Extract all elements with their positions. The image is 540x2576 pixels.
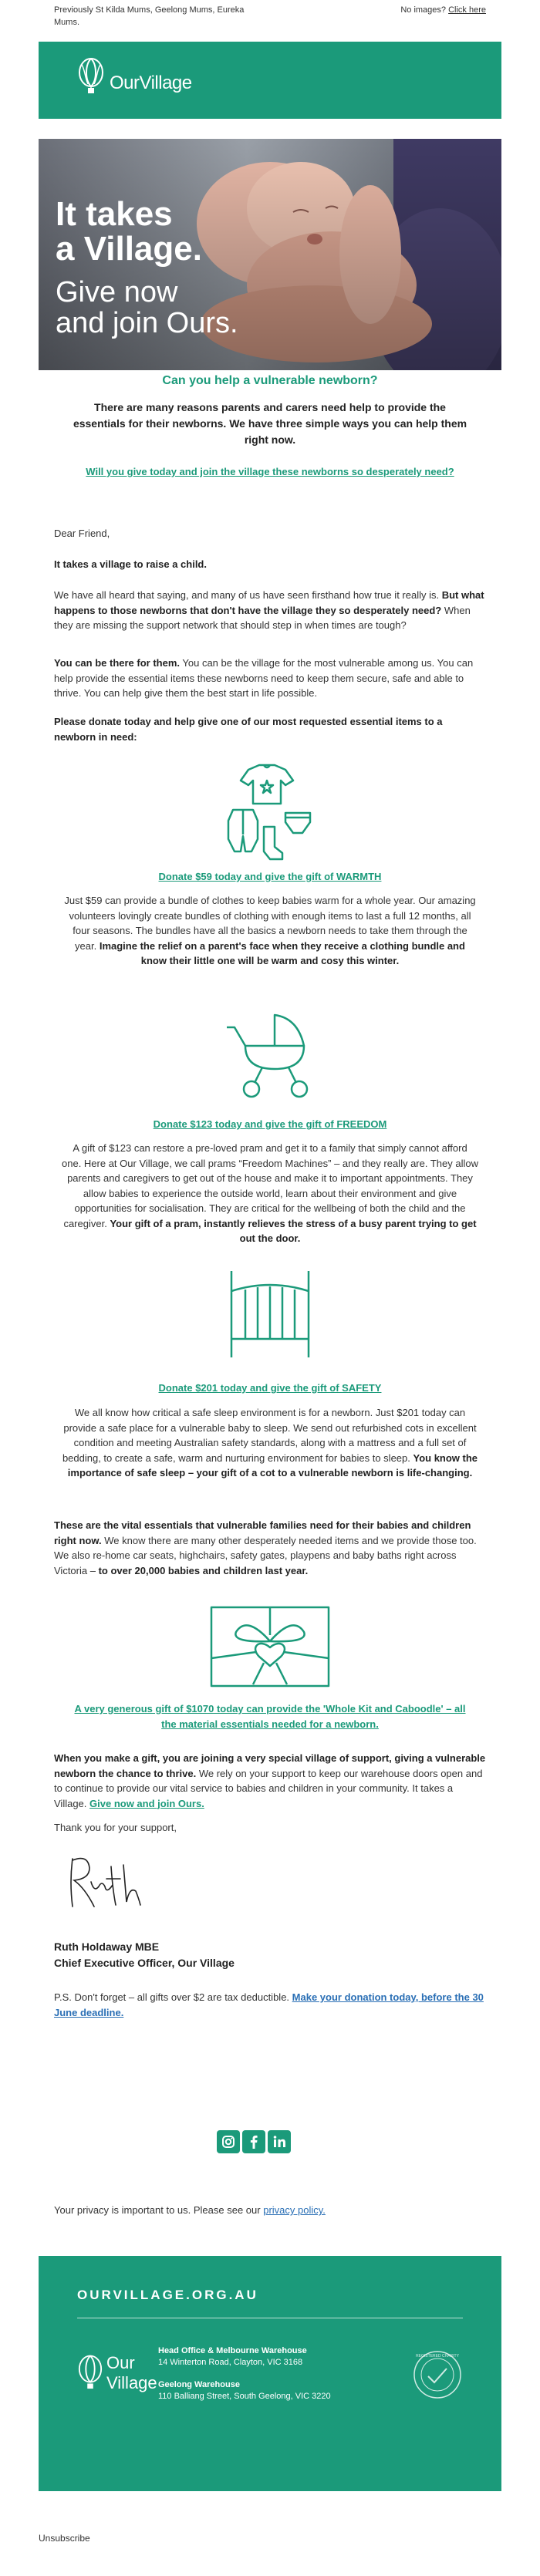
linkedin-icon[interactable] [268,2130,291,2153]
click-here-link[interactable]: Click here [448,5,486,15]
closing-paragraph [54,1751,486,1811]
hero-line-2: a Village. [56,230,202,268]
letter-p2b: But what happens to those newborns that don't have the village they so desperately need? [54,589,484,616]
intro-text: There are many reasons parents and carers need help to provide the essentials for their newborns. We have three simple ways you can help them right now. [73,401,467,446]
signatory-title: Chief Executive Officer, Our Village [54,1957,235,1969]
no-images-line [400,5,486,17]
closing-text: We rely on your support to keep our warehouse doors open and to continue to provide our vital service to babies and children in your community. It takes a Village. [54,1767,483,1809]
gift-2-text: A gift of $123 can restore a pre-loved pram and get it to a family that simply cannot afford one. Here at Our Village, we call prams “Freedom Machines” – and they really are. They allow parents and caregivers to get out of the house and make it to important appointments. They allow babies to experience the outside world, learn about their environment and give opportunities for socialisation. They are critical for the wellbeing of both the child and the caregiver. [62,1142,478,1229]
letter-p2c: When they are missing the support network that should step in when times are tough? [54,604,471,631]
gift-2-donate-link[interactable]: Donate $123 today and give the gift of FREEDOM [153,1118,387,1130]
intro-link-wrap [39,464,501,480]
footer-logo-line-1: Our [106,2353,135,2372]
big-gift-link-wrap [39,1701,501,1731]
gift-1-body [39,893,501,969]
signatory-name: Ruth Holdaway MBE [54,1940,160,1953]
vital-paragraph [54,1518,486,1578]
gift-2-bold: Your gift of a pram, instantly relieves the stress of a busy parent trying to get out the door. [110,1217,477,1244]
logo[interactable] [77,54,224,108]
ps-text: P.S. Don't forget – all gifts over $2 are tax deductible. [54,1991,290,2003]
gift-3-body [39,1405,501,1481]
footer-address-2 [158,2379,331,2403]
vital-text: We know there are many other desperately needed items and we provide those too. We also re-home car seats, highchairs, safety gates, playpens and baby baths right across Victoria – [54,1534,477,1576]
privacy-line [54,2203,486,2218]
hero-banner[interactable] [39,139,501,370]
footer-address-1-title: Head Office & Melbourne Warehouse [158,2346,307,2355]
vital-bold-1: These are the vital essentials that vulnerable families need for their babies and children right now. [54,1519,471,1546]
balloon-logo-icon [77,57,105,103]
hero-line-3: Give now [56,276,178,309]
signature [57,1851,142,1920]
headline: Can you help a vulnerable newborn? [162,374,378,387]
privacy-link[interactable]: privacy policy. [263,2204,326,2216]
ps-paragraph [54,1990,486,2020]
gift-3-text: We all know how critical a safe sleep environment is for a newborn. Just $201 today can provide a safe place for a vulnerable baby to sleep. We send out refurbished cots in excellent condition and meeting Australian safety standards, along with a mattress and a full set of bedding, to create a safe, warm and nurturing environment for babies to sleep. [62,1407,477,1464]
gift-3-link-wrap [39,1381,501,1396]
gift-1-bold: Imagine the relief on a parent's face when they receive a clothing bundle and know their little one will be warm and cosy this winter. [99,939,465,966]
letter-p3b: You can be the village for the most vulnerable among us. You can help provide the essential items these newborns need to keep them secure, safe and able to thrive. You can help give them the best start in life possible. [54,657,474,699]
closing-donate-link[interactable]: Give now and join Ours. [89,1797,204,1809]
hero-line-1: It takes [56,195,173,233]
unsubscribe-link[interactable]: Unsubscribe [39,2533,90,2544]
facebook-icon[interactable] [242,2130,265,2153]
big-gift-donate-link[interactable]: A very generous gift of $1070 today can provide the 'Whole Kit and Caboodle' – all the material essentials needed for a newborn. [74,1703,466,1730]
letter-p2 [54,588,486,633]
footer-balloon-logo-icon [77,2353,103,2399]
letter-p3 [54,656,486,701]
letter-p3a: You can be there for them. [54,657,181,669]
footer-address-2-title: Geelong Warehouse [158,2380,240,2389]
footer-url-link[interactable]: OURVILLAGE.ORG.AU [77,2288,258,2302]
intro-donate-link[interactable]: Will you give today and join the village these newborns so desperately need? [86,466,454,477]
gift-1-text: Just $59 can provide a bundle of clothes to keep babies warm for a whole year. Our amazing volunteers lovingly create bundles of clothing with enough items to last a full 12 months, all four seasons. The bundles have all the basics a newborn needs to take them through the year. [64,895,476,952]
linkedin-glyph-icon [268,2130,291,2153]
logo-text: OurVillage [110,72,192,93]
footer-address-2-text: 110 Balliang Street, South Geelong, VIC 3220 [158,2392,331,2402]
preheader-text: Previously St Kilda Mums, Geelong Mums, Eureka Mums. [54,5,245,27]
gift-icon [208,1604,332,1689]
instagram-glyph-icon [217,2130,240,2153]
vital-bold-2: to over 20,000 babies and children last year. [98,1564,309,1576]
header-banner [39,42,501,119]
footer-address-1 [158,2345,307,2369]
gift-3-bold: You know the importance of safe sleep – your gift of a cot to a vulnerable newborn is life-changing. [67,1452,478,1479]
instagram-icon[interactable] [217,2130,240,2153]
cot-icon [224,1265,316,1365]
gift-3-donate-link[interactable]: Donate $201 today and give the gift of SAFETY [158,1382,382,1394]
hero-line-4: and join Ours. [56,307,238,339]
pram-icon [224,1003,316,1103]
thanks: Thank you for your support, [54,1822,177,1833]
ps-donate-link[interactable]: Make your donation today, before the 30 June deadline. [54,1991,484,2018]
clothes-icon [224,762,316,862]
footer-logo[interactable] [77,2347,157,2416]
no-images-text: No images? [400,5,447,15]
gift-1-donate-link[interactable]: Donate $59 today and give the gift of WARMTH [158,871,382,882]
registered-charity-badge [413,2350,462,2399]
letter-p4: Please donate today and help give one of our most requested essential items to a newborn in need: [54,716,443,743]
gift-2-body [39,1141,501,1246]
gift-2-link-wrap [39,1117,501,1132]
closing-bold: When you make a gift, you are joining a very special village of support, giving a vulnerable newborn the chance to thrive. [54,1752,486,1779]
footer [39,2256,501,2491]
privacy-text: Your privacy is important to us. Please see our [54,2204,261,2216]
footer-logo-line-2: Village [106,2373,157,2392]
footer-address-1-text: 14 Winterton Road, Clayton, VIC 3168 [158,2358,303,2368]
letter-p1: It takes a village to raise a child. [54,558,207,570]
badge-text: REGISTERED CHARITY [416,2354,459,2359]
greeting: Dear Friend, [54,528,110,539]
letter-p2a: We have all heard that saying, and many of us have seen firsthand how true it really is. [54,589,440,601]
gift-1-link-wrap [39,869,501,885]
facebook-glyph-icon [242,2130,265,2153]
